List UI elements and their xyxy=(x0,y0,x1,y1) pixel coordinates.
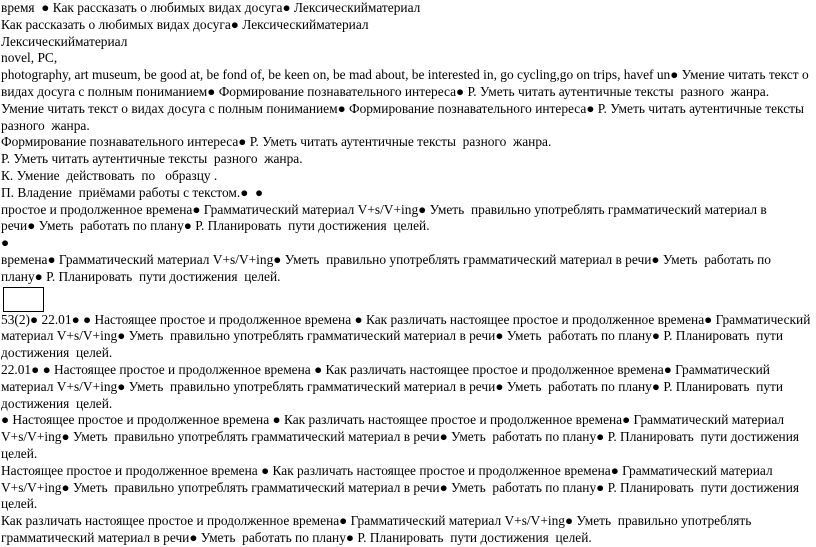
text-line: простое и продолженное времена● Грамматический материал V+s/V+ing● Уметь правильно употреблять грамматический материал в xyxy=(1,201,767,217)
text-line: время ● Как рассказать о любимых видах досуга● Лексическийматериал xyxy=(1,0,421,15)
text-line: разного жанра. xyxy=(1,117,90,133)
text-line: novel, PC, xyxy=(1,50,58,66)
text-line: достижения целей. xyxy=(1,395,113,411)
text-line: времена● Грамматический материал V+s/V+ing● Уметь правильно употреблять грамматический материал в речи● Уметь работать по xyxy=(1,251,771,267)
text-line: речи● Уметь работать по плану● Р. Планировать пути достижения целей. xyxy=(1,218,430,234)
text-line: видах досуга с полным пониманием● Формирование познавательного интереса● Р. Уметь читать аутентичные тексты разного жанра. xyxy=(1,83,770,99)
text-line: материал V+s/V+ing● Уметь правильно употреблять грамматический материал в речи● Уметь работать по плану● Р. Планировать пути xyxy=(1,328,784,344)
text-line: Формирование познавательного интереса● Р. Уметь читать аутентичные тексты разного жанра. xyxy=(1,134,552,150)
text-line: Умение читать текст о видах досуга с полным пониманием● Формирование познавательного интереса● Р. Уметь читать аутентичные тексты xyxy=(1,100,804,116)
text-line: целей. xyxy=(1,445,38,461)
text-line: плану● Р. Планировать пути достижения целей. xyxy=(1,268,281,284)
text-line: грамматический материал в речи● Уметь работать по плану● Р. Планировать пути достижения целей. xyxy=(1,529,592,545)
text-line: целей. xyxy=(1,496,38,512)
empty-box xyxy=(3,287,44,312)
text-line: 22.01● ● Настоящее простое и продолженное времена ● Как различать настоящее простое и продолженное времена● Грамматический xyxy=(1,361,770,377)
text-line: ● Настоящее простое и продолженное времена ● Как различать настоящее простое и продолженное времена● Грамматический материал xyxy=(1,412,785,428)
text-line: Р. Уметь читать аутентичные тексты разного жанра. xyxy=(1,151,303,167)
text-line: Настоящее простое и продолженное времена ● Как различать настоящее простое и продолженное времена● Грамматический материал xyxy=(1,462,773,478)
text-line: достижения целей. xyxy=(1,345,113,361)
text-line: П. Владение приёмами работы с текстом.● ● xyxy=(1,184,264,200)
text-line: 53(2)● 22.01● ● Настоящее простое и продолженное времена ● Как различать настоящее простое и продолженное времена● Грамматический xyxy=(1,311,811,327)
text-line: Как различать настоящее простое и продолженное времена● Грамматический материал V+s/V+ing● Уметь правильно употреблять xyxy=(1,513,752,529)
text-line: V+s/V+ing● Уметь правильно употреблять грамматический материал в речи● Уметь работать по плану● Р. Планировать пути достижения xyxy=(1,429,800,445)
text-line: Как рассказать о любимых видах досуга● Лексическийматериал xyxy=(1,16,369,32)
text-line: photography, art museum, be good at, be fond of, be keen on, be mad about, be interested in, go cycling,go on trips, havef un● Умение читать текст о xyxy=(1,67,809,83)
text-line: Лексическийматериал xyxy=(1,33,128,49)
text-line: материал V+s/V+ing● Уметь правильно употреблять грамматический материал в речи● Уметь работать по плану● Р. Планировать пути xyxy=(1,378,784,394)
text-line: К. Умение действовать по образцу . xyxy=(1,167,218,183)
text-line: ● xyxy=(1,235,10,251)
document-page xyxy=(1,0,813,547)
text-line: V+s/V+ing● Уметь правильно употреблять грамматический материал в речи● Уметь работать по плану● Р. Планировать пути достижения xyxy=(1,479,800,495)
